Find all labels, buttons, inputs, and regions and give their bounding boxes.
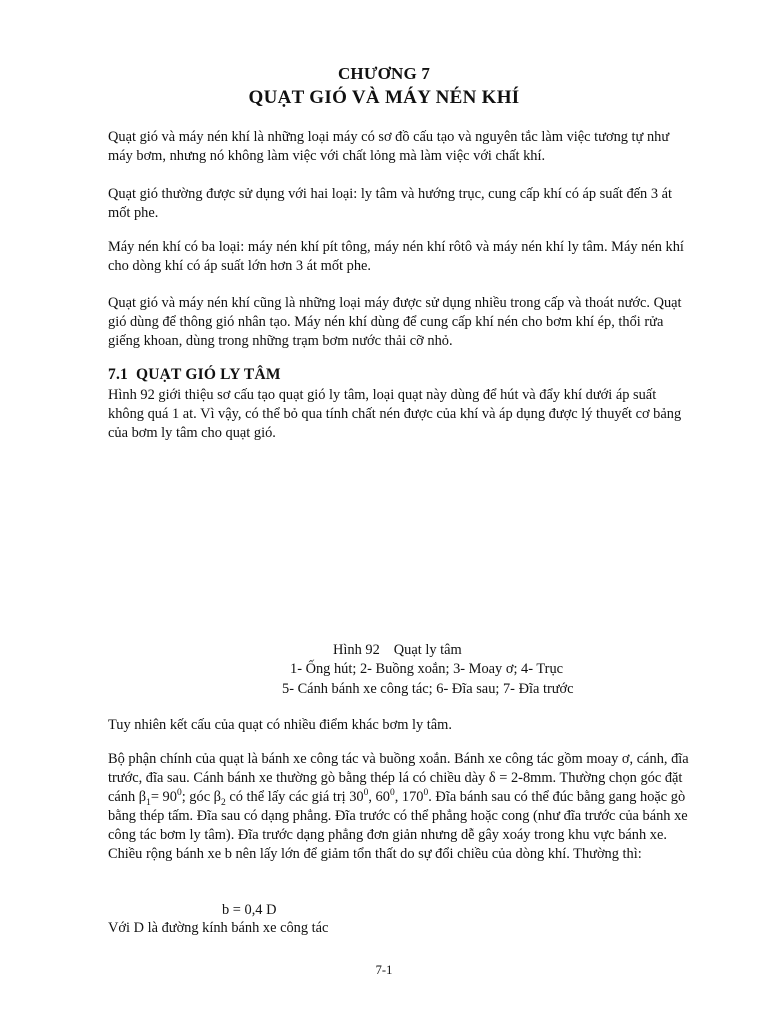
p7-text-1: Bộ phận chính của quạt là bánh xe công tác và buồng xoắn. Bánh xe công tác gồm moay ơ, cánh, đĩa trước, đĩa sau. Cánh bánh xe thường gò bằng thép lá có chiều dày δ = 2-8mm. Thường chọn góc đặt cánh β [108,751,689,805]
degree-superscript-2: 0 [363,788,369,799]
p7-text-7: . Đĩa bánh sau có thể đúc bằng gang hoặc gò bằng thép tấm. Đĩa sau có dạng phẳng. Đĩa trước có thể phẳng hoặc cong (như đĩa trước của bánh xe công tác bơm ly tâm). Đĩa trước dạng phẳng đơn giản nhưng dễ gây xoáy trong khu vực bánh xe. Chiều rộng bánh xe b nên lấy lớn để giảm tổn thất do sự đổi chiều của dòng khí. Thường thì: [108,789,688,862]
degree-superscript-3: 0 [389,788,395,799]
section-paragraph: Hình 92 giới thiệu sơ cấu tạo quạt gió ly tâm, loại quạt này dùng để hút và đẩy khí dưới áp suất không quá 1 at. Vì vậy, có thể bỏ qua tính chất nén được của khí và áp dụng được lý thuyết cơ bảng của bơm ly tâm cho quạt gió. [108,387,682,441]
p7-text-4: có thể lấy các giá trị 30 [225,789,364,805]
intro-paragraph-2: Quạt gió thường được sử dụng với hai loại: ly tâm và hướng trục, cung cấp khí có áp suất đến 3 át mốt phe. [108,186,672,221]
figure-title: Quạt ly tâm [393,642,462,658]
intro-paragraph-4: Quạt gió và máy nén khí cũng là những loại máy được sử dụng nhiều trong cấp và thoát nước. Quạt gió dùng để thông gió nhân tạo. Máy nén khí dùng để cung cấp khí nén cho bơm khí ép, thổi rửa giếng khoan, dùng trong những trạm bơm nước thải cỡ nhỏ. [108,295,682,349]
intro-paragraph-3: Máy nén khí có ba loại: máy nén khí pít tông, máy nén khí rôtô và máy nén khí ly tâm. Máy nén khí cho dòng khí có áp suất lớn hơn 3 át mốt phe. [108,239,684,274]
p7-text-2: = 90 [150,789,177,805]
beta-1-subscript: 1 [146,797,151,808]
body-paragraph-2 [108,750,690,864]
body-paragraph-1: Tuy nhiên kết cấu của quạt có nhiều điểm khác bơm ly tâm. [108,717,452,733]
degree-superscript-4: 0 [423,788,429,799]
chapter-title: QUẠT GIÓ VÀ MÁY NÉN KHÍ [248,87,520,108]
formula-explanation: Với D là đường kính bánh xe công tác [108,920,329,936]
section-number: 7.1 [108,366,128,383]
figure-legend-line-2: 5- Cánh bánh xe công tác; 6- Đĩa sau; 7- Đĩa trước [282,681,574,697]
beta-2-subscript: 2 [221,797,226,808]
p7-text-6: , 170 [394,789,424,805]
page-number: 7-1 [375,963,393,977]
section-title: QUẠT GIÓ LY TÂM [135,366,281,383]
chapter-number: CHƯƠNG 7 [337,64,431,83]
degree-superscript-1: 0 [176,788,182,799]
p7-text-5: , 60 [368,789,390,805]
figure-caption [333,642,462,659]
formula: b = 0,4 D [222,902,277,918]
intro-paragraph-1: Quạt gió và máy nén khí là những loại máy có sơ đồ cấu tạo và nguyên tắc làm việc tương tự như máy bơm, nhưng nó không làm việc với chất lỏng mà làm việc với chất khí. [108,129,670,164]
section-heading [108,366,281,384]
p7-text-3: ; góc β [181,789,221,805]
figure-placeholder [108,470,690,630]
figure-label: Hình 92 [333,642,380,658]
figure-legend-line-1: 1- Ống hút; 2- Buồng xoắn; 3- Moay ơ; 4- Trục [290,661,564,677]
